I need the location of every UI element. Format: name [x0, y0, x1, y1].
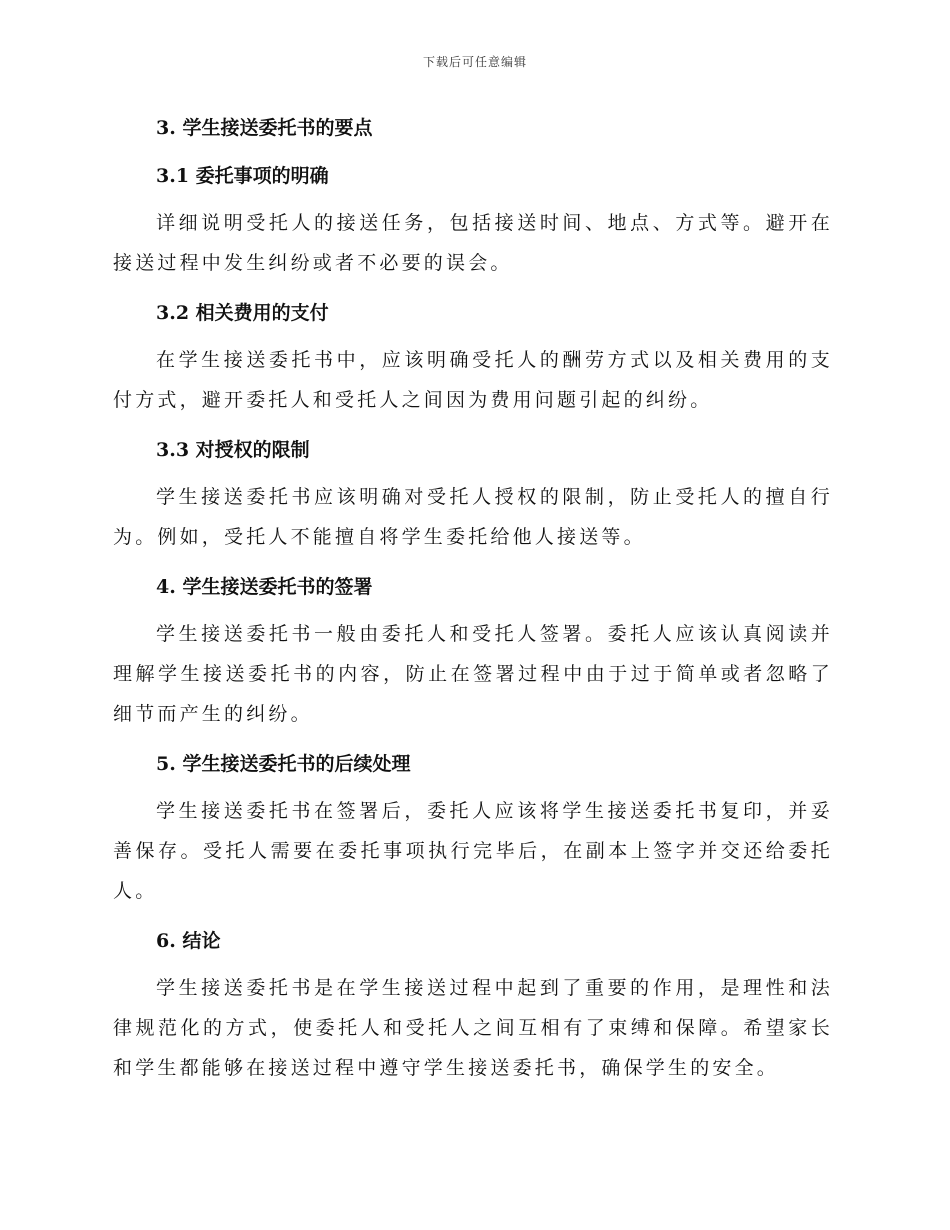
paragraph-6: 学生接送委托书是在学生接送过程中起到了重要的作用，是理性和法律规范化的方式，使委托人和受托人之间互相有了束缚和保障。希望家长和学生都能够在接送过程中遵守学生接送委托书，确保学生的安全。	[113, 977, 833, 1079]
paragraph-3-2: 在学生接送委托书中，应该明确受托人的酬劳方式以及相关费用的支付方式，避开委托人和受托人之间因为费用问题引起的纠纷。	[113, 349, 833, 411]
paragraph-4: 学生接送委托书一般由委托人和受托人签署。委托人应该认真阅读并理解学生接送委托书的内容，防止在签署过程中由于过于简单或者忽略了细节而产生的纠纷。	[113, 623, 833, 725]
section-heading-3: 3. 学生接送委托书的要点	[156, 117, 373, 139]
paragraph-3-3: 学生接送委托书应该明确对受托人授权的限制，防止受托人的擅自行为。例如，受托人不能擅自将学生委托给他人接送等。	[113, 486, 833, 548]
section-heading-6: 6. 结论	[156, 930, 221, 952]
section-heading-4: 4. 学生接送委托书的签署	[156, 576, 373, 598]
paragraph-3-1: 详细说明受托人的接送任务，包括接送时间、地点、方式等。避开在接送过程中发生纠纷或者不必要的误会。	[113, 212, 833, 274]
subsection-heading-3-1: 3.1 委托事项的明确	[156, 165, 329, 187]
document-body	[113, 108, 833, 1098]
paragraph-5: 学生接送委托书在签署后，委托人应该将学生接送委托书复印，并妥善保存。受托人需要在委托事项执行完毕后，在副本上签字并交还给委托人。	[113, 800, 833, 902]
header-note: 下载后可任意编辑	[422, 55, 527, 69]
subsection-heading-3-3: 3.3 对授权的限制	[156, 439, 310, 461]
section-heading-5: 5. 学生接送委托书的后续处理	[156, 753, 411, 775]
subsection-heading-3-2: 3.2 相关费用的支付	[156, 302, 329, 324]
